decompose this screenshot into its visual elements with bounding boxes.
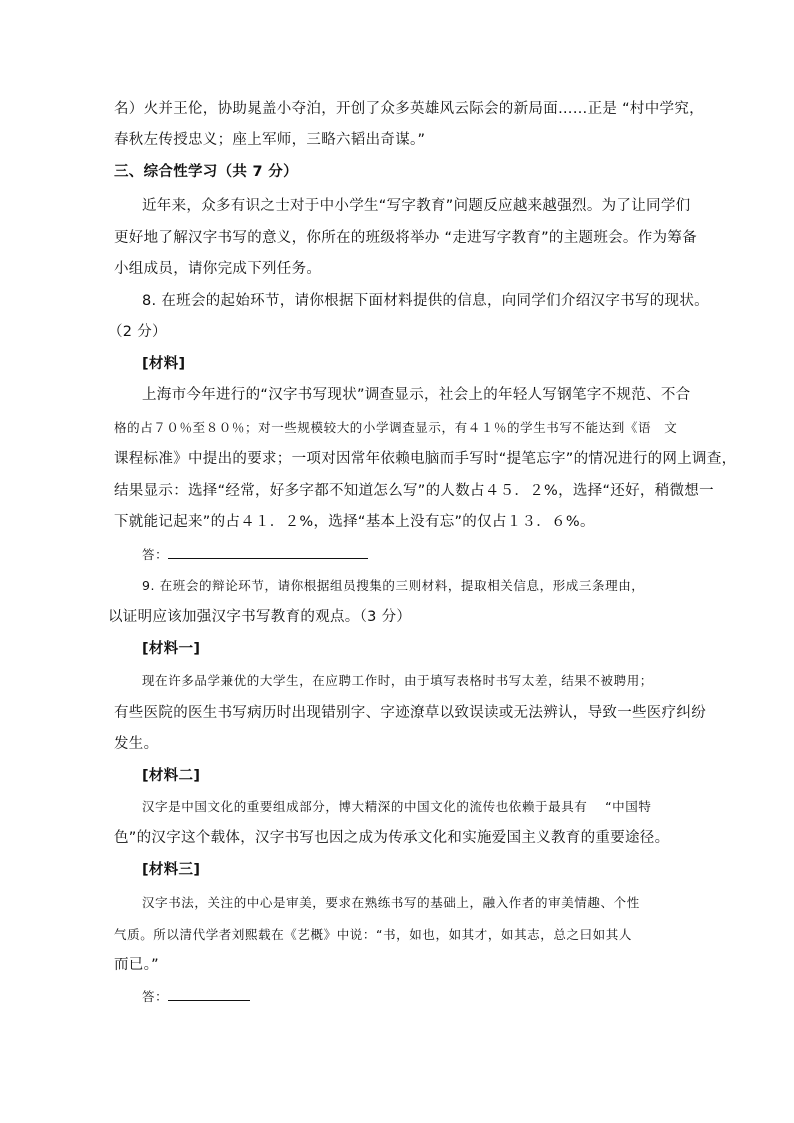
material-2-line-2: 色”的汉字这个载体，汉字书写也因之成为传承文化和实施爱国主义教育的重要途径。 (114, 830, 670, 846)
q8-material-line-5: 下就能记起来”的占４１．２%，选择“基本上没有忘”的仅占１３．６%。 (114, 514, 595, 530)
material-2-label: [材料二] (142, 768, 201, 784)
section-heading: 三、综合性学习（共 7 分） (114, 164, 298, 180)
question-9-line-2: 以证明应该加强汉字书写教育的观点。（3 分） (108, 609, 412, 625)
material-3-label: [材料三] (142, 862, 201, 878)
material-2-line-1: 汉字是中国文化的重要组成部分，博大精深的中国文化的流传也依赖于最具有 “中国特 (142, 799, 652, 814)
q8-material-label: [材料] (142, 356, 186, 372)
material-3-line-2: 气质。所以清代学者刘熙载在《艺概》中说：“书，如也，如其才，如其志，总之曰如其人 (114, 927, 632, 942)
intro-line-1: 近年来，众多有识之士对于中小学生“写字教育”问题反应越来越强烈。为了让同学们 (142, 198, 691, 214)
material-1-line-3: 发生。 (114, 736, 159, 752)
intro-line-3: 小组成员，请你完成下列任务。 (114, 261, 322, 277)
continuation-line-1: 名）火并王伦，协助晁盖小夺泊，开创了众多英雄风云际会的新局面……正是 “村中学究， (114, 101, 704, 117)
material-1-line-2: 有些医院的医生书写病历时出现错别字、字迹潦草以致误读或无法辨认，导致一些医疗纠纷 (114, 705, 706, 721)
answer-label: 答： (142, 547, 169, 562)
question-9-answer (142, 987, 250, 1007)
continuation-line-2: 春秋左传授忠义；座上军师，三略六韬出奇谋。” (114, 132, 426, 148)
question-8-answer (142, 545, 368, 565)
material-1-line-1: 现在许多品学兼优的大学生，在应聘工作时，由于填写表格时书写太差，结果不被聘用； (142, 673, 653, 688)
question-8-line-1: 8. 在班会的起始环节，请你根据下面材料提供的信息，向同学们介绍汉字书写的现状。 (142, 293, 709, 309)
question-9-line-1: 9. 在班会的辩论环节，请你根据组员搜集的三则材料，提取相关信息，形成三条理由， (142, 578, 645, 593)
q8-material-line-4: 结果显示：选择“经常，好多字都不知道怎么写”的人数占４５．２%，选择“还好，稍微想一 (114, 483, 714, 499)
q8-material-line-2: 格的占７０％至８０％；对一些规模较大的小学调查显示，有４１％的学生书写不能达到《语 文 (114, 420, 678, 435)
material-3-line-1: 汉字书法，关注的中心是审美，要求在熟练书写的基础上，融入作者的审美情趣、个性 (142, 895, 640, 910)
answer-blank-8[interactable] (168, 546, 368, 559)
q8-material-line-1: 上海市今年进行的“汉字书写现状”调查显示，社会上的年轻人写钢笔字不规范、不合 (142, 387, 691, 403)
material-1-label: [材料一] (142, 641, 201, 657)
question-8-line-2: （2 分） (108, 324, 167, 340)
q8-material-line-3: 课程标准》中提出的要求；一项对因常年依赖电脑而手写时“提笔忘字”的情况进行的网上调查， (114, 451, 737, 467)
answer-label: 答： (142, 989, 169, 1004)
answer-blank-9[interactable] (168, 988, 250, 1001)
intro-line-2: 更好地了解汉字书写的意义，你所在的班级将举办 “走进写字教育”的主题班会。作为筹备 (114, 230, 697, 246)
material-3-line-3: 而已。” (114, 957, 159, 973)
